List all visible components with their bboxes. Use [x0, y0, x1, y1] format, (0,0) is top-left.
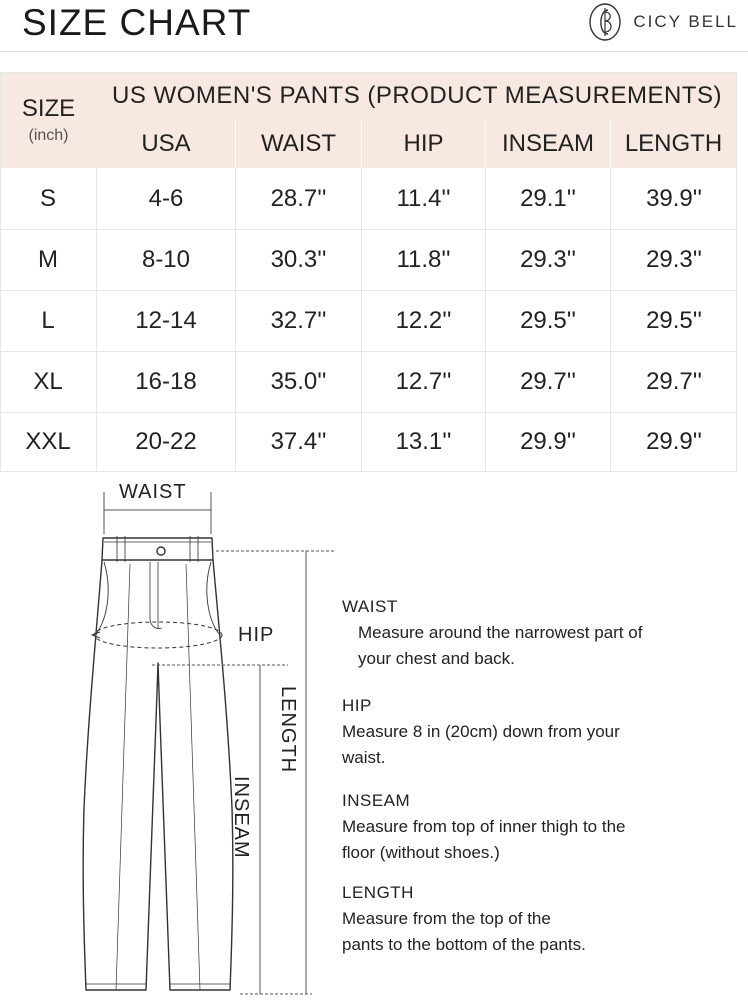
size-label: SIZE: [21, 95, 76, 122]
length-cell: 29.3'': [646, 245, 702, 273]
waist-diagram-label: WAIST: [119, 481, 187, 503]
table-row: [0, 168, 737, 230]
guide-title: INSEAM: [342, 791, 411, 810]
usa-cell: 8-10: [97, 229, 236, 290]
column-header-length: LENGTH: [611, 120, 737, 168]
length-cell: 39.9'': [646, 184, 702, 212]
guide-waist: [342, 594, 642, 672]
table-row: [0, 229, 737, 291]
length-cell: 29.5'': [646, 306, 702, 334]
guide-text: pants to the bottom of the pants.: [342, 935, 586, 954]
usa-cell: 4-6: [97, 168, 236, 229]
usa-cell: 12-14: [97, 290, 236, 351]
guide-inseam: [342, 788, 626, 866]
guide-title: LENGTH: [342, 883, 414, 902]
guide-length: [342, 880, 586, 958]
guide-text: Measure 8 in (20cm) down from your: [342, 722, 620, 741]
waist-cell: 35.0'': [236, 351, 362, 412]
size-cell: XL: [0, 351, 97, 412]
usa-cell: 16-18: [97, 351, 236, 412]
guide-text: waist.: [342, 748, 386, 767]
hip-cell: 12.7'': [362, 351, 486, 412]
guide-title: HIP: [342, 696, 372, 715]
column-header-waist: WAIST: [236, 120, 362, 168]
table-row: [0, 351, 737, 413]
column-header-usa: USA: [97, 120, 236, 168]
column-headers: [97, 120, 737, 168]
column-header-inseam: INSEAM: [486, 120, 611, 168]
header-divider: [0, 51, 748, 52]
guide-text: Measure around the narrowest part of: [358, 623, 643, 642]
inseam-cell: 29.3'': [486, 229, 611, 290]
size-cell: M: [0, 229, 97, 290]
length-diagram-label: LENGTH: [277, 686, 299, 774]
brand-logo: [587, 2, 738, 42]
hip-cell: 11.8'': [362, 229, 486, 290]
inseam-cell: 29.7'': [486, 351, 611, 412]
guide-text: Measure from the top of the: [342, 909, 551, 928]
inseam-cell: 29.9'': [486, 412, 611, 472]
size-unit: (inch): [28, 127, 69, 144]
table-row: [0, 412, 737, 472]
inseam-cell: 29.5'': [486, 290, 611, 351]
length-cell: 29.7'': [646, 367, 702, 395]
waist-cell: 37.4'': [236, 412, 362, 472]
length-cell: 29.9'': [646, 428, 702, 455]
size-cell: XXL: [0, 412, 97, 472]
table-row: [0, 290, 737, 352]
guide-text: floor (without shoes.): [342, 843, 500, 862]
measurement-diagram: [0, 478, 748, 1000]
group-header: US WOMEN'S PANTS (PRODUCT MEASUREMENTS): [97, 72, 737, 121]
hip-diagram-label: HIP: [238, 624, 275, 646]
size-cell: L: [0, 290, 97, 351]
size-cell: S: [0, 168, 97, 229]
waist-cell: 32.7'': [236, 290, 362, 351]
page-title: SIZE CHART: [22, 2, 252, 43]
waist-cell: 28.7'': [236, 168, 362, 229]
usa-cell: 20-22: [97, 412, 236, 472]
hip-cell: 11.4'': [362, 168, 486, 229]
guide-text: Measure from top of inner thigh to the: [342, 817, 626, 836]
inseam-diagram-label: INSEAM: [230, 776, 252, 859]
brand-name: CICY BELL: [633, 12, 738, 31]
guide-title: WAIST: [342, 597, 398, 616]
column-header-hip: HIP: [362, 120, 486, 168]
inseam-cell: 29.1'': [486, 168, 611, 229]
hip-cell: 12.2'': [362, 290, 486, 351]
guide-hip: [342, 693, 620, 771]
size-column-header: [0, 72, 98, 168]
hip-cell: 13.1'': [362, 412, 486, 472]
guide-text: your chest and back.: [358, 649, 515, 668]
waist-cell: 30.3'': [236, 229, 362, 290]
cb-monogram-icon: [587, 2, 623, 42]
